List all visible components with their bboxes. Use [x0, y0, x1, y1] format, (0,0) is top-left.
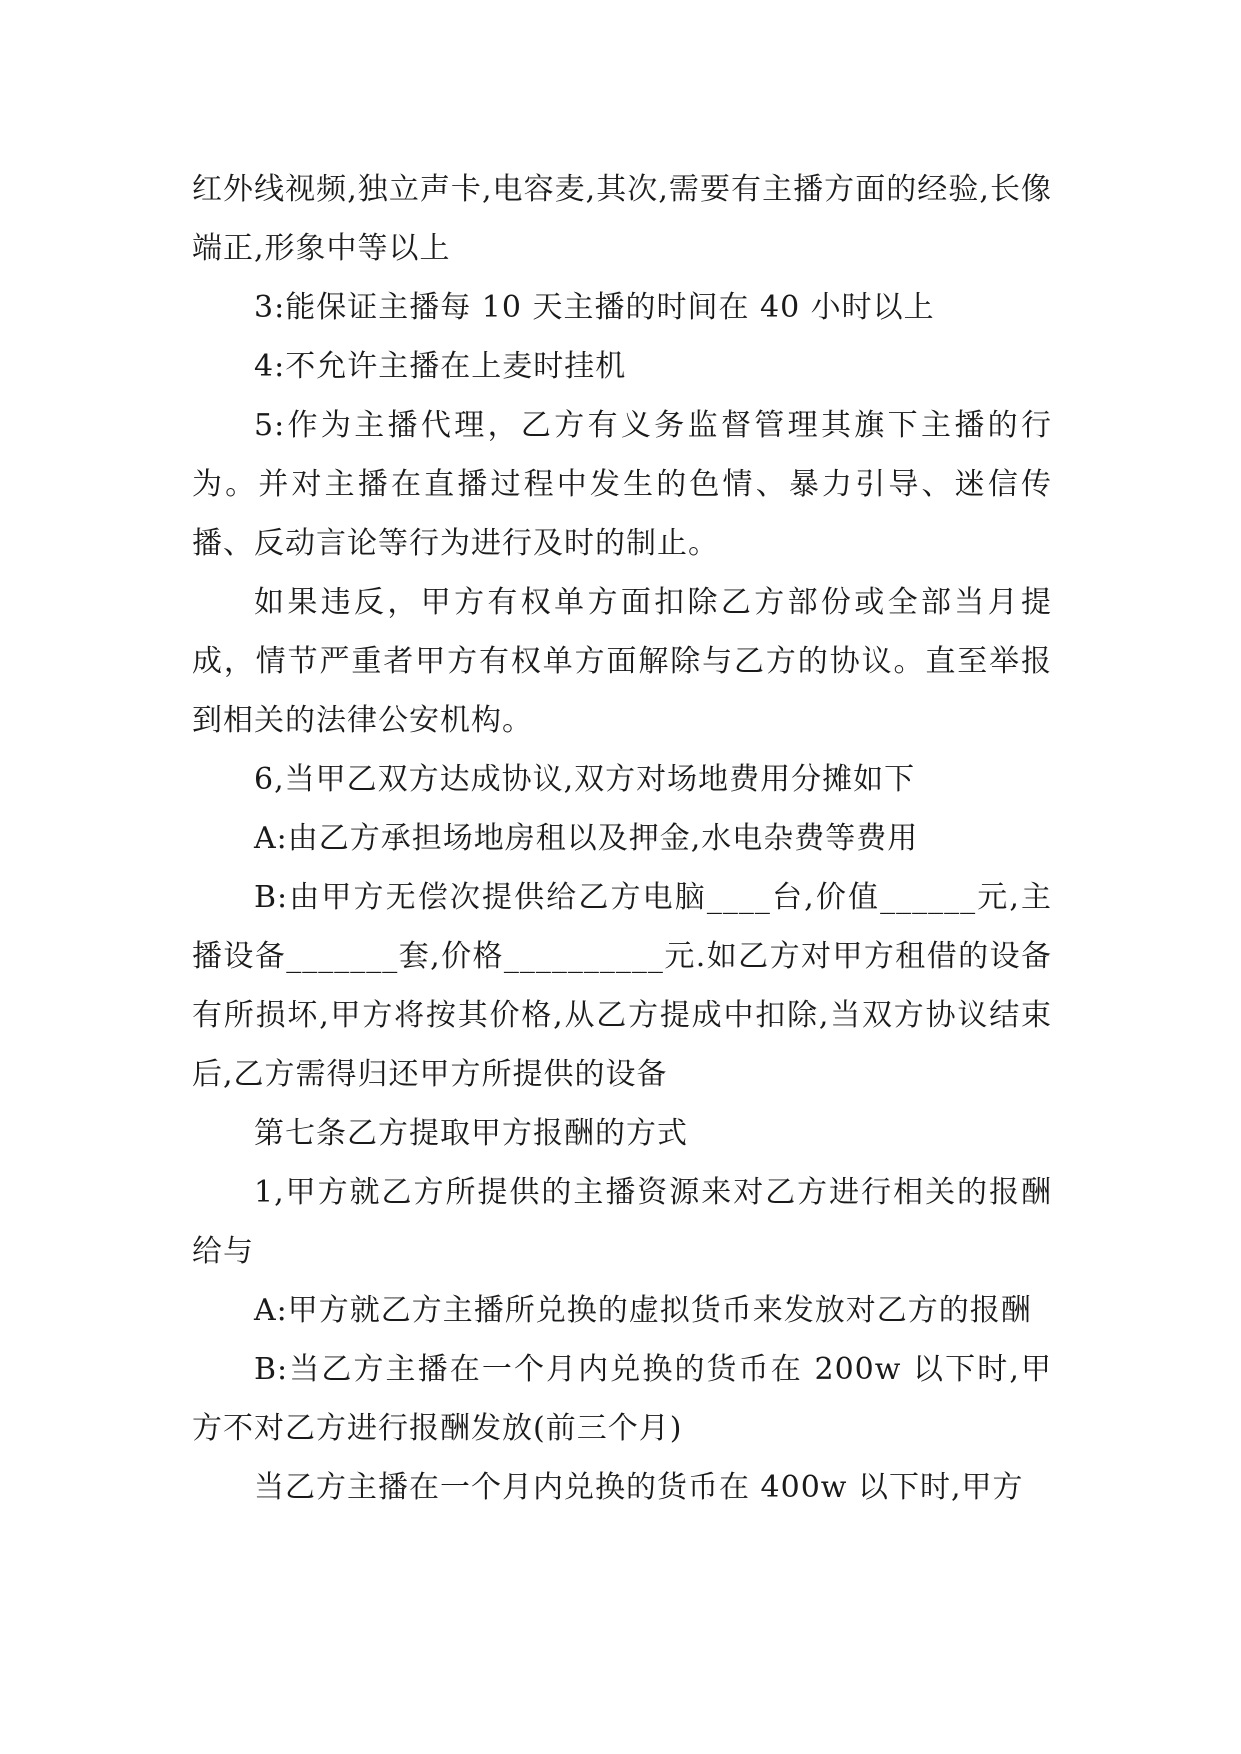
paragraph: A:由乙方承担场地房租以及押金,水电杂费等费用 — [254, 821, 919, 856]
paragraph: A:甲方就乙方主播所兑换的虚拟货币来发放对乙方的报酬 — [254, 1293, 1032, 1328]
paragraph: 红外线视频,独立声卡,电容麦,其次,需要有主播方面的经验,长像端正,形象中等以上 — [192, 172, 1052, 266]
paragraph: 如果违反，甲方有权单方面扣除乙方部份或全部当月提成，情节严重者甲方有权单方面解除与乙方的协议。直至举报到相关的法律公安机构。 — [192, 585, 1052, 738]
section-heading: 第七条乙方提取甲方报酬的方式 — [254, 1116, 688, 1151]
paragraph: 3:能保证主播每 10 天主播的时间在 40 小时以上 — [254, 290, 935, 325]
paragraph: 当乙方主播在一个月内兑换的货币在 400w 以下时,甲方 — [254, 1470, 1024, 1505]
paragraph: B:由甲方无偿次提供给乙方电脑____台,价值______元,主播设备_______套,价格__________元.如乙方对甲方租借的设备有所损坏,甲方将按其价格,从乙方提成中扣除,当双方协议结束后,乙方需得归还甲方所提供的设备 — [192, 880, 1052, 1092]
paragraph: 4:不允许主播在上麦时挂机 — [254, 349, 627, 384]
paragraph: 1,甲方就乙方所提供的主播资源来对乙方进行相关的报酬给与 — [192, 1175, 1052, 1269]
paragraph: 6,当甲乙双方达成协议,双方对场地费用分摊如下 — [254, 762, 916, 797]
paragraph: 5:作为主播代理，乙方有义务监督管理其旗下主播的行为。并对主播在直播过程中发生的色情、暴力引导、迷信传播、反动言论等行为进行及时的制止。 — [192, 408, 1052, 561]
document-body — [192, 160, 1052, 1517]
paragraph: B:当乙方主播在一个月内兑换的货币在 200w 以下时,甲方不对乙方进行报酬发放(前三个月) — [192, 1352, 1052, 1446]
